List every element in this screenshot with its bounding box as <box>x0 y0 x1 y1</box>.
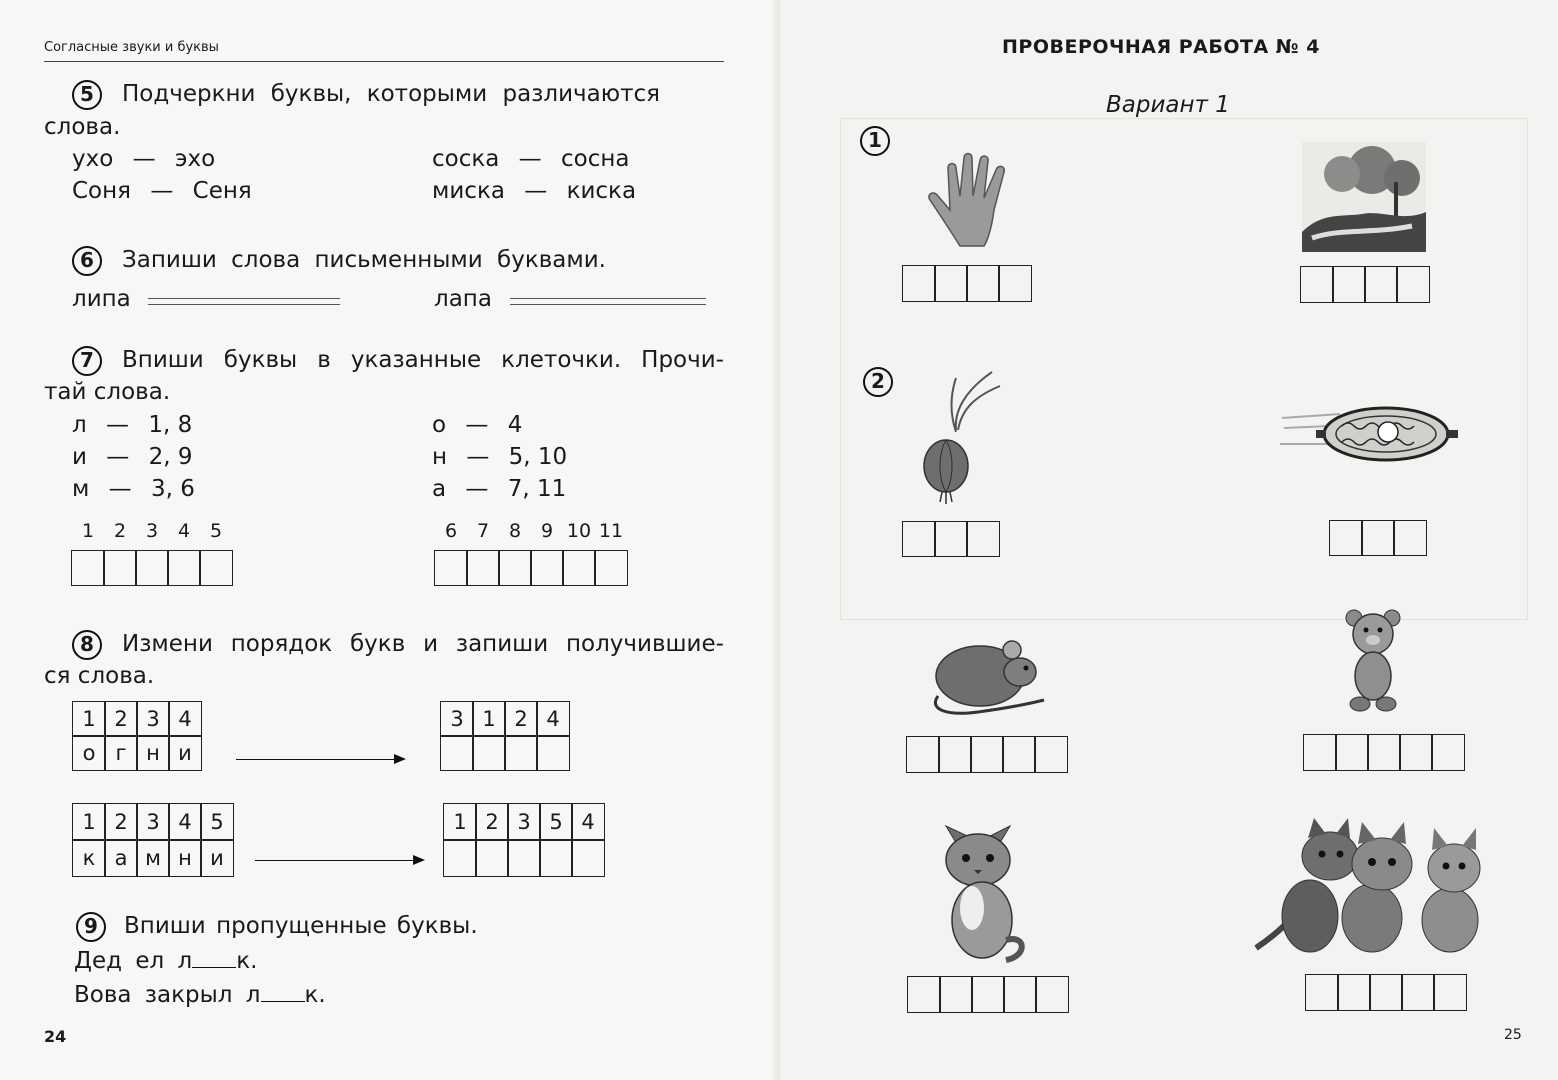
answer-cell[interactable] <box>902 521 936 557</box>
answer-cell[interactable] <box>571 839 605 877</box>
target-grid-2 <box>444 804 604 876</box>
word-pair-2 <box>72 178 252 204</box>
word: в <box>317 347 331 373</box>
answer-cell[interactable] <box>907 976 941 1013</box>
answer-cell[interactable] <box>1393 520 1427 556</box>
grid-letter: и <box>200 839 234 877</box>
grid-number: 2 <box>475 803 509 841</box>
kitten-icon <box>936 816 1032 966</box>
cell-number: 3 <box>145 520 159 542</box>
dash: — <box>132 146 156 172</box>
answer-cell[interactable] <box>1401 974 1435 1011</box>
grid-number: 3 <box>440 701 474 737</box>
positions: 1, 8 <box>148 412 193 438</box>
word-lipa: липа <box>72 286 131 312</box>
grid-number: 2 <box>104 803 138 841</box>
word-pair-4 <box>432 178 636 204</box>
answer-cell[interactable] <box>971 976 1005 1013</box>
letter: и <box>72 444 87 470</box>
page-number: 24 <box>44 1027 67 1046</box>
word-a: ухо <box>72 146 114 172</box>
answer-cell[interactable] <box>934 265 968 302</box>
answer-box-kittens <box>1306 975 1466 1010</box>
answer-cell[interactable] <box>1337 974 1371 1011</box>
word-b: эхо <box>174 146 216 172</box>
word-lapa: лапа <box>434 286 492 312</box>
grid-letter: а <box>104 839 138 877</box>
cell-number: 11 <box>598 520 624 542</box>
word-pair-3 <box>432 146 629 172</box>
answer-cell[interactable] <box>536 735 570 771</box>
answer-cell[interactable] <box>1399 734 1433 771</box>
writing-line-2[interactable] <box>510 298 706 305</box>
grid-number: 4 <box>168 803 202 841</box>
answer-box-hand <box>903 266 1031 301</box>
basin-icon <box>1280 404 1464 472</box>
mapping-row-6 <box>432 476 566 502</box>
word: букв <box>350 631 406 657</box>
word: и <box>423 631 439 657</box>
answer-cell[interactable] <box>530 550 564 586</box>
grid-number: 2 <box>104 701 138 737</box>
answer-box-mouse <box>907 737 1067 772</box>
cell-number: 1 <box>81 520 95 542</box>
dash: — <box>150 178 174 204</box>
answer-cell[interactable] <box>1003 976 1037 1013</box>
task-8-instruction <box>122 631 724 657</box>
answer-cell[interactable] <box>466 550 500 586</box>
word-pair-1 <box>72 146 215 172</box>
cell-number: 10 <box>566 520 592 542</box>
answer-cell[interactable] <box>71 550 105 586</box>
right-page <box>780 0 1558 1080</box>
word: запиши <box>455 631 549 657</box>
answer-cell[interactable] <box>966 521 1000 557</box>
answer-cell[interactable] <box>434 550 468 586</box>
word: Запиши <box>122 247 217 273</box>
answer-cell[interactable] <box>1396 266 1430 303</box>
task-5-number: 5 <box>72 80 102 110</box>
answer-cell[interactable] <box>167 550 201 586</box>
sentence-part: Вова закрыл л <box>74 982 261 1008</box>
word: Подчеркни <box>122 81 256 107</box>
answer-cell[interactable] <box>562 550 596 586</box>
answer-cells-1 <box>72 551 232 585</box>
word: слова <box>231 247 301 273</box>
word: буквы, <box>270 81 352 107</box>
task-5-instruction-cont: слова. <box>44 114 121 140</box>
grid-number: 3 <box>136 701 170 737</box>
dash: — <box>108 476 132 502</box>
grid-letter: н <box>168 839 202 877</box>
dash: — <box>466 444 490 470</box>
answer-cell[interactable] <box>199 550 233 586</box>
answer-cell[interactable] <box>902 265 936 302</box>
grid-number: 4 <box>536 701 570 737</box>
answer-cell[interactable] <box>998 265 1032 302</box>
answer-cell[interactable] <box>966 265 1000 302</box>
answer-cell[interactable] <box>970 736 1004 773</box>
cell-number: 6 <box>444 520 458 542</box>
task-6-instruction <box>122 247 606 273</box>
grid-number: 5 <box>539 803 573 841</box>
target-grid-1 <box>441 702 569 770</box>
grid-number: 5 <box>200 803 234 841</box>
word: различаются <box>502 81 660 107</box>
cell-number: 5 <box>209 520 223 542</box>
kittens-icon <box>1254 816 1510 956</box>
mapping-row-3 <box>72 476 195 502</box>
answer-cell[interactable] <box>1433 974 1467 1011</box>
positions: 5, 10 <box>508 444 568 470</box>
task-7-number: 7 <box>72 346 102 376</box>
letter: л <box>72 412 87 438</box>
variant-label: Вариант 1 <box>1106 92 1230 118</box>
answer-cell[interactable] <box>1034 736 1068 773</box>
writing-line-1[interactable] <box>148 298 340 305</box>
word: указанные <box>350 347 482 373</box>
grid-number: 1 <box>472 701 506 737</box>
dash: — <box>106 444 130 470</box>
arrow-right-icon <box>255 860 423 861</box>
header-rule <box>44 61 724 62</box>
letter: о <box>432 412 447 438</box>
grid-number: 4 <box>168 701 202 737</box>
hand-icon <box>920 150 1046 250</box>
task-8-number: 8 <box>72 630 102 660</box>
mapping-row-2 <box>72 444 192 470</box>
grid-number: 1 <box>72 803 106 841</box>
answer-cell[interactable] <box>472 735 506 771</box>
dash: — <box>518 146 542 172</box>
answer-cell[interactable] <box>1300 266 1334 303</box>
sentence-part: Дед ел л <box>74 948 193 974</box>
word-b: киска <box>566 178 637 204</box>
grid-letter: и <box>168 735 202 771</box>
chapter-header: Согласные звуки и буквы <box>44 40 219 55</box>
answer-box-bear <box>1304 735 1464 770</box>
word-a: миска <box>432 178 505 204</box>
cell-number: 9 <box>540 520 554 542</box>
answer-box-kitten <box>908 977 1068 1012</box>
word: буквы <box>223 347 298 373</box>
answer-cell[interactable] <box>906 736 940 773</box>
grid-number: 1 <box>72 701 106 737</box>
word: письменными <box>314 247 483 273</box>
word: Измени <box>122 631 213 657</box>
missing-letter-blank[interactable] <box>261 983 305 1002</box>
answer-cell[interactable] <box>1367 734 1401 771</box>
word-b: Сеня <box>192 178 252 204</box>
answer-cell[interactable] <box>1329 520 1363 556</box>
cell-number: 4 <box>177 520 191 542</box>
mapping-row-4 <box>432 412 522 438</box>
cell-numbers-1 <box>72 520 232 542</box>
positions: 7, 11 <box>507 476 567 502</box>
task-7-instruction <box>122 347 724 373</box>
task-7-instruction-cont: тай слова. <box>44 379 171 405</box>
answer-cell[interactable] <box>1364 266 1398 303</box>
onion-icon <box>916 370 1008 506</box>
grid-letter: г <box>104 735 138 771</box>
cell-number: 7 <box>476 520 490 542</box>
answer-cell[interactable] <box>594 550 628 586</box>
page-number: 25 <box>1504 1027 1522 1043</box>
positions: 3, 6 <box>150 476 195 502</box>
answer-cell[interactable] <box>440 735 474 771</box>
answer-box-onion <box>903 522 999 556</box>
grid-number: 3 <box>136 803 170 841</box>
word: буквами. <box>497 247 606 273</box>
grid-letter: м <box>136 839 170 877</box>
letter: н <box>432 444 448 470</box>
positions: 4 <box>507 412 523 438</box>
grid-number: 2 <box>504 701 538 737</box>
word: порядок <box>230 631 333 657</box>
sentence-1 <box>74 948 257 974</box>
mouse-icon <box>928 624 1048 720</box>
answer-cell[interactable] <box>1431 734 1465 771</box>
task-6-number: 6 <box>72 246 102 276</box>
answer-cell[interactable] <box>939 976 973 1013</box>
answer-cell[interactable] <box>1361 520 1395 556</box>
answer-cell[interactable] <box>504 735 538 771</box>
task-9-number: 9 <box>76 912 106 942</box>
answer-cell[interactable] <box>135 550 169 586</box>
answer-cells-2 <box>435 551 627 585</box>
word: Прочи- <box>641 347 724 373</box>
letter: м <box>72 476 90 502</box>
answer-cell[interactable] <box>103 550 137 586</box>
answer-cell[interactable] <box>1035 976 1069 1013</box>
word: получившие- <box>566 631 724 657</box>
landscape-icon <box>1302 142 1426 252</box>
dash: — <box>106 412 130 438</box>
word-a: Соня <box>72 178 132 204</box>
test-title: ПРОВЕРОЧНАЯ РАБОТА № 4 <box>1002 36 1320 58</box>
answer-cell[interactable] <box>475 839 509 877</box>
grid-letter: к <box>72 839 106 877</box>
task-2-number: 2 <box>863 367 893 397</box>
word: клеточки. <box>501 347 622 373</box>
cell-number: 8 <box>508 520 522 542</box>
answer-cell[interactable] <box>1369 974 1403 1011</box>
letter-grid-2 <box>73 804 233 876</box>
grid-number: 3 <box>507 803 541 841</box>
missing-letter-blank[interactable] <box>192 949 236 968</box>
word-b: сосна <box>560 146 630 172</box>
word: которыми <box>366 81 488 107</box>
dash: — <box>465 476 489 502</box>
letter-grid-1 <box>73 702 201 770</box>
answer-cell[interactable] <box>1332 266 1366 303</box>
sentence-part: к. <box>304 982 326 1008</box>
answer-cell[interactable] <box>1305 974 1339 1011</box>
letter: а <box>432 476 447 502</box>
grid-number: 4 <box>571 803 605 841</box>
task-8-instruction-cont: ся слова. <box>44 663 155 689</box>
task-9-instruction: Впиши пропущенные буквы. <box>124 913 478 939</box>
answer-cell[interactable] <box>1002 736 1036 773</box>
answer-box-basin <box>1330 521 1426 555</box>
dash: — <box>524 178 548 204</box>
answer-cell[interactable] <box>443 839 477 877</box>
answer-cell[interactable] <box>1303 734 1337 771</box>
positions: 2, 9 <box>148 444 193 470</box>
mapping-row-1 <box>72 412 192 438</box>
arrow-right-icon <box>236 759 404 760</box>
grid-letter: о <box>72 735 106 771</box>
answer-box-landscape <box>1301 267 1429 302</box>
answer-cell[interactable] <box>1335 734 1369 771</box>
mapping-row-5 <box>432 444 567 470</box>
sentence-part: к. <box>236 948 258 974</box>
sentence-2 <box>74 982 326 1008</box>
answer-cell[interactable] <box>934 521 968 557</box>
answer-cell[interactable] <box>539 839 573 877</box>
task-5-instruction <box>122 81 660 107</box>
answer-cell[interactable] <box>507 839 541 877</box>
task-1-number: 1 <box>860 126 890 156</box>
grid-number: 1 <box>443 803 477 841</box>
answer-cell[interactable] <box>498 550 532 586</box>
answer-cell[interactable] <box>938 736 972 773</box>
word-a: соска <box>432 146 500 172</box>
bear-icon <box>1342 604 1404 714</box>
cell-number: 2 <box>113 520 127 542</box>
grid-letter: н <box>136 735 170 771</box>
word: Впиши <box>122 347 204 373</box>
dash: — <box>465 412 489 438</box>
cell-numbers-2 <box>435 520 627 542</box>
